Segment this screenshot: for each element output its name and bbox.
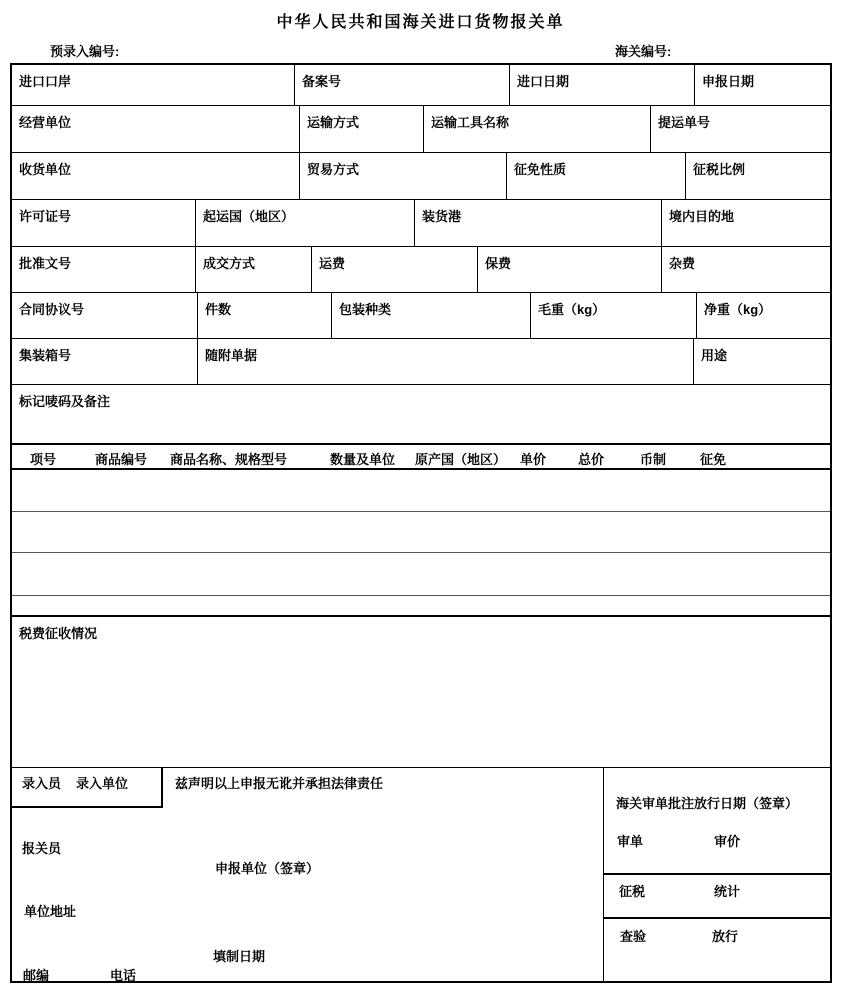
form-title: 中华人民共和国海关进口货物报关单 [276, 14, 565, 31]
postal-code-label: 邮编 [23, 968, 50, 983]
items-header-item-no: 项号 [30, 452, 57, 467]
customs-broker-label: 报关员 [22, 841, 62, 856]
entry-clerk-label: 录入员 [22, 776, 62, 791]
operating-unit-label: 经营单位 [19, 115, 72, 130]
cell-misc-fees [662, 247, 830, 292]
cell-import-date [510, 65, 695, 105]
cell-departure-country [196, 200, 415, 246]
footer-right-divider-2 [604, 917, 830, 919]
cell-declare-date [695, 65, 830, 105]
cell-transport-name [424, 106, 651, 152]
cell-gross-weight [531, 293, 697, 338]
item-row-2 [12, 512, 830, 553]
row-2 [12, 106, 830, 153]
items-header-unit-price: 单价 [520, 452, 547, 467]
trade-mode-label: 贸易方式 [307, 162, 360, 177]
cell-contract-no [12, 293, 198, 338]
marks-remarks-label: 标记唛码及备注 [19, 394, 111, 409]
cell-domestic-dest [662, 200, 830, 246]
row-1 [12, 65, 830, 106]
telephone-label: 电话 [110, 968, 137, 983]
pieces-label: 件数 [205, 302, 232, 317]
insurance-label: 保费 [485, 256, 512, 271]
cell-transport-mode [300, 106, 424, 152]
items-header-exemption: 征免 [700, 452, 727, 467]
footer-left-panel [12, 768, 604, 981]
import-port-label: 进口口岸 [19, 74, 72, 89]
license-no-label: 许可证号 [19, 209, 72, 224]
footer-right-panel [604, 768, 830, 981]
cell-transaction-mode [196, 247, 312, 292]
cell-net-weight [697, 293, 830, 338]
row-7 [12, 339, 830, 385]
bill-no-label: 提运单号 [658, 115, 711, 130]
declaration-table [10, 63, 832, 983]
items-header-commodity-name-spec: 商品名称、规格型号 [170, 452, 288, 467]
cell-operating-unit [12, 106, 300, 152]
taxation-label: 征税 [619, 884, 646, 899]
cell-pieces [198, 293, 332, 338]
tax-collection-label: 税费征收情况 [19, 626, 98, 641]
cell-attached-docs [198, 339, 694, 384]
misc-fees-label: 杂费 [669, 256, 696, 271]
item-row-1 [12, 470, 830, 512]
approval-no-label: 批准文号 [19, 256, 72, 271]
cell-import-port [12, 65, 295, 105]
customs-review-title: 海关审单批注放行日期（签章） [616, 796, 799, 811]
row-5 [12, 247, 830, 293]
customs-number-label: 海关编号: [615, 44, 672, 59]
cell-license-no [12, 200, 196, 246]
doc-review-label: 审单 [617, 834, 644, 849]
container-no-label: 集装箱号 [19, 348, 72, 363]
cell-marks-remarks [12, 385, 830, 443]
loading-port-label: 装货港 [422, 209, 462, 224]
tax-ratio-label: 征税比例 [693, 162, 746, 177]
declaration-statement: 兹声明以上申报无讹并承担法律责任 [175, 776, 384, 791]
footer-right-divider-1 [604, 873, 830, 875]
attached-docs-label: 随附单据 [205, 348, 258, 363]
consignee-label: 收货单位 [19, 162, 72, 177]
cell-consignee [12, 153, 300, 199]
entry-unit-label: 录入单位 [76, 776, 129, 791]
cell-container-no [12, 339, 198, 384]
items-header-origin-country: 原产国（地区） [415, 452, 507, 467]
row-6 [12, 293, 830, 339]
departure-country-label: 起运国（地区） [203, 209, 295, 224]
transport-mode-label: 运输方式 [307, 115, 360, 130]
item-row-4 [12, 596, 830, 617]
freight-label: 运费 [319, 256, 346, 271]
items-header-commodity-code: 商品编号 [95, 452, 148, 467]
unit-address-label: 单位地址 [24, 904, 77, 919]
transaction-mode-label: 成交方式 [203, 256, 256, 271]
cell-record-no [295, 65, 510, 105]
items-header-total-price: 总价 [578, 452, 605, 467]
cell-freight [312, 247, 478, 292]
gross-weight-label: 毛重（kg） [538, 302, 606, 317]
exempt-nature-label: 征免性质 [514, 162, 567, 177]
cell-tax-collection [12, 617, 830, 767]
package-type-label: 包装种类 [339, 302, 392, 317]
cell-insurance [478, 247, 662, 292]
declare-unit-sign-label: 申报单位（签章） [215, 861, 320, 876]
row-4 [12, 200, 830, 247]
row-3 [12, 153, 830, 200]
pre-entry-number-label: 预录入编号: [50, 44, 120, 59]
entry-clerk-box [12, 768, 163, 808]
cell-loading-port [415, 200, 662, 246]
contract-no-label: 合同协议号 [19, 302, 85, 317]
cell-approval-no [12, 247, 196, 292]
items-header-row [12, 445, 830, 470]
price-review-label: 审价 [714, 834, 741, 849]
release-label: 放行 [712, 929, 739, 944]
fill-date-label: 填制日期 [213, 949, 266, 964]
declare-date-label: 申报日期 [702, 74, 755, 89]
domestic-dest-label: 境内目的地 [669, 209, 735, 224]
statistics-label: 统计 [714, 884, 741, 899]
items-header-currency: 币制 [640, 452, 667, 467]
items-header-quantity-unit: 数量及单位 [330, 452, 396, 467]
item-row-3 [12, 553, 830, 596]
transport-name-label: 运输工具名称 [431, 115, 510, 130]
cell-trade-mode [300, 153, 507, 199]
cell-package-type [332, 293, 531, 338]
tax-collection-row [12, 617, 830, 768]
import-date-label: 进口日期 [517, 74, 570, 89]
cell-bill-no [651, 106, 830, 152]
inspection-label: 查验 [620, 929, 647, 944]
cell-exempt-nature [507, 153, 686, 199]
cell-purpose [694, 339, 830, 384]
purpose-label: 用途 [701, 348, 728, 363]
footer-section [12, 768, 830, 981]
row-marks [12, 385, 830, 445]
record-no-label: 备案号 [302, 74, 342, 89]
net-weight-label: 净重（kg） [704, 302, 772, 317]
cell-tax-ratio [686, 153, 830, 199]
